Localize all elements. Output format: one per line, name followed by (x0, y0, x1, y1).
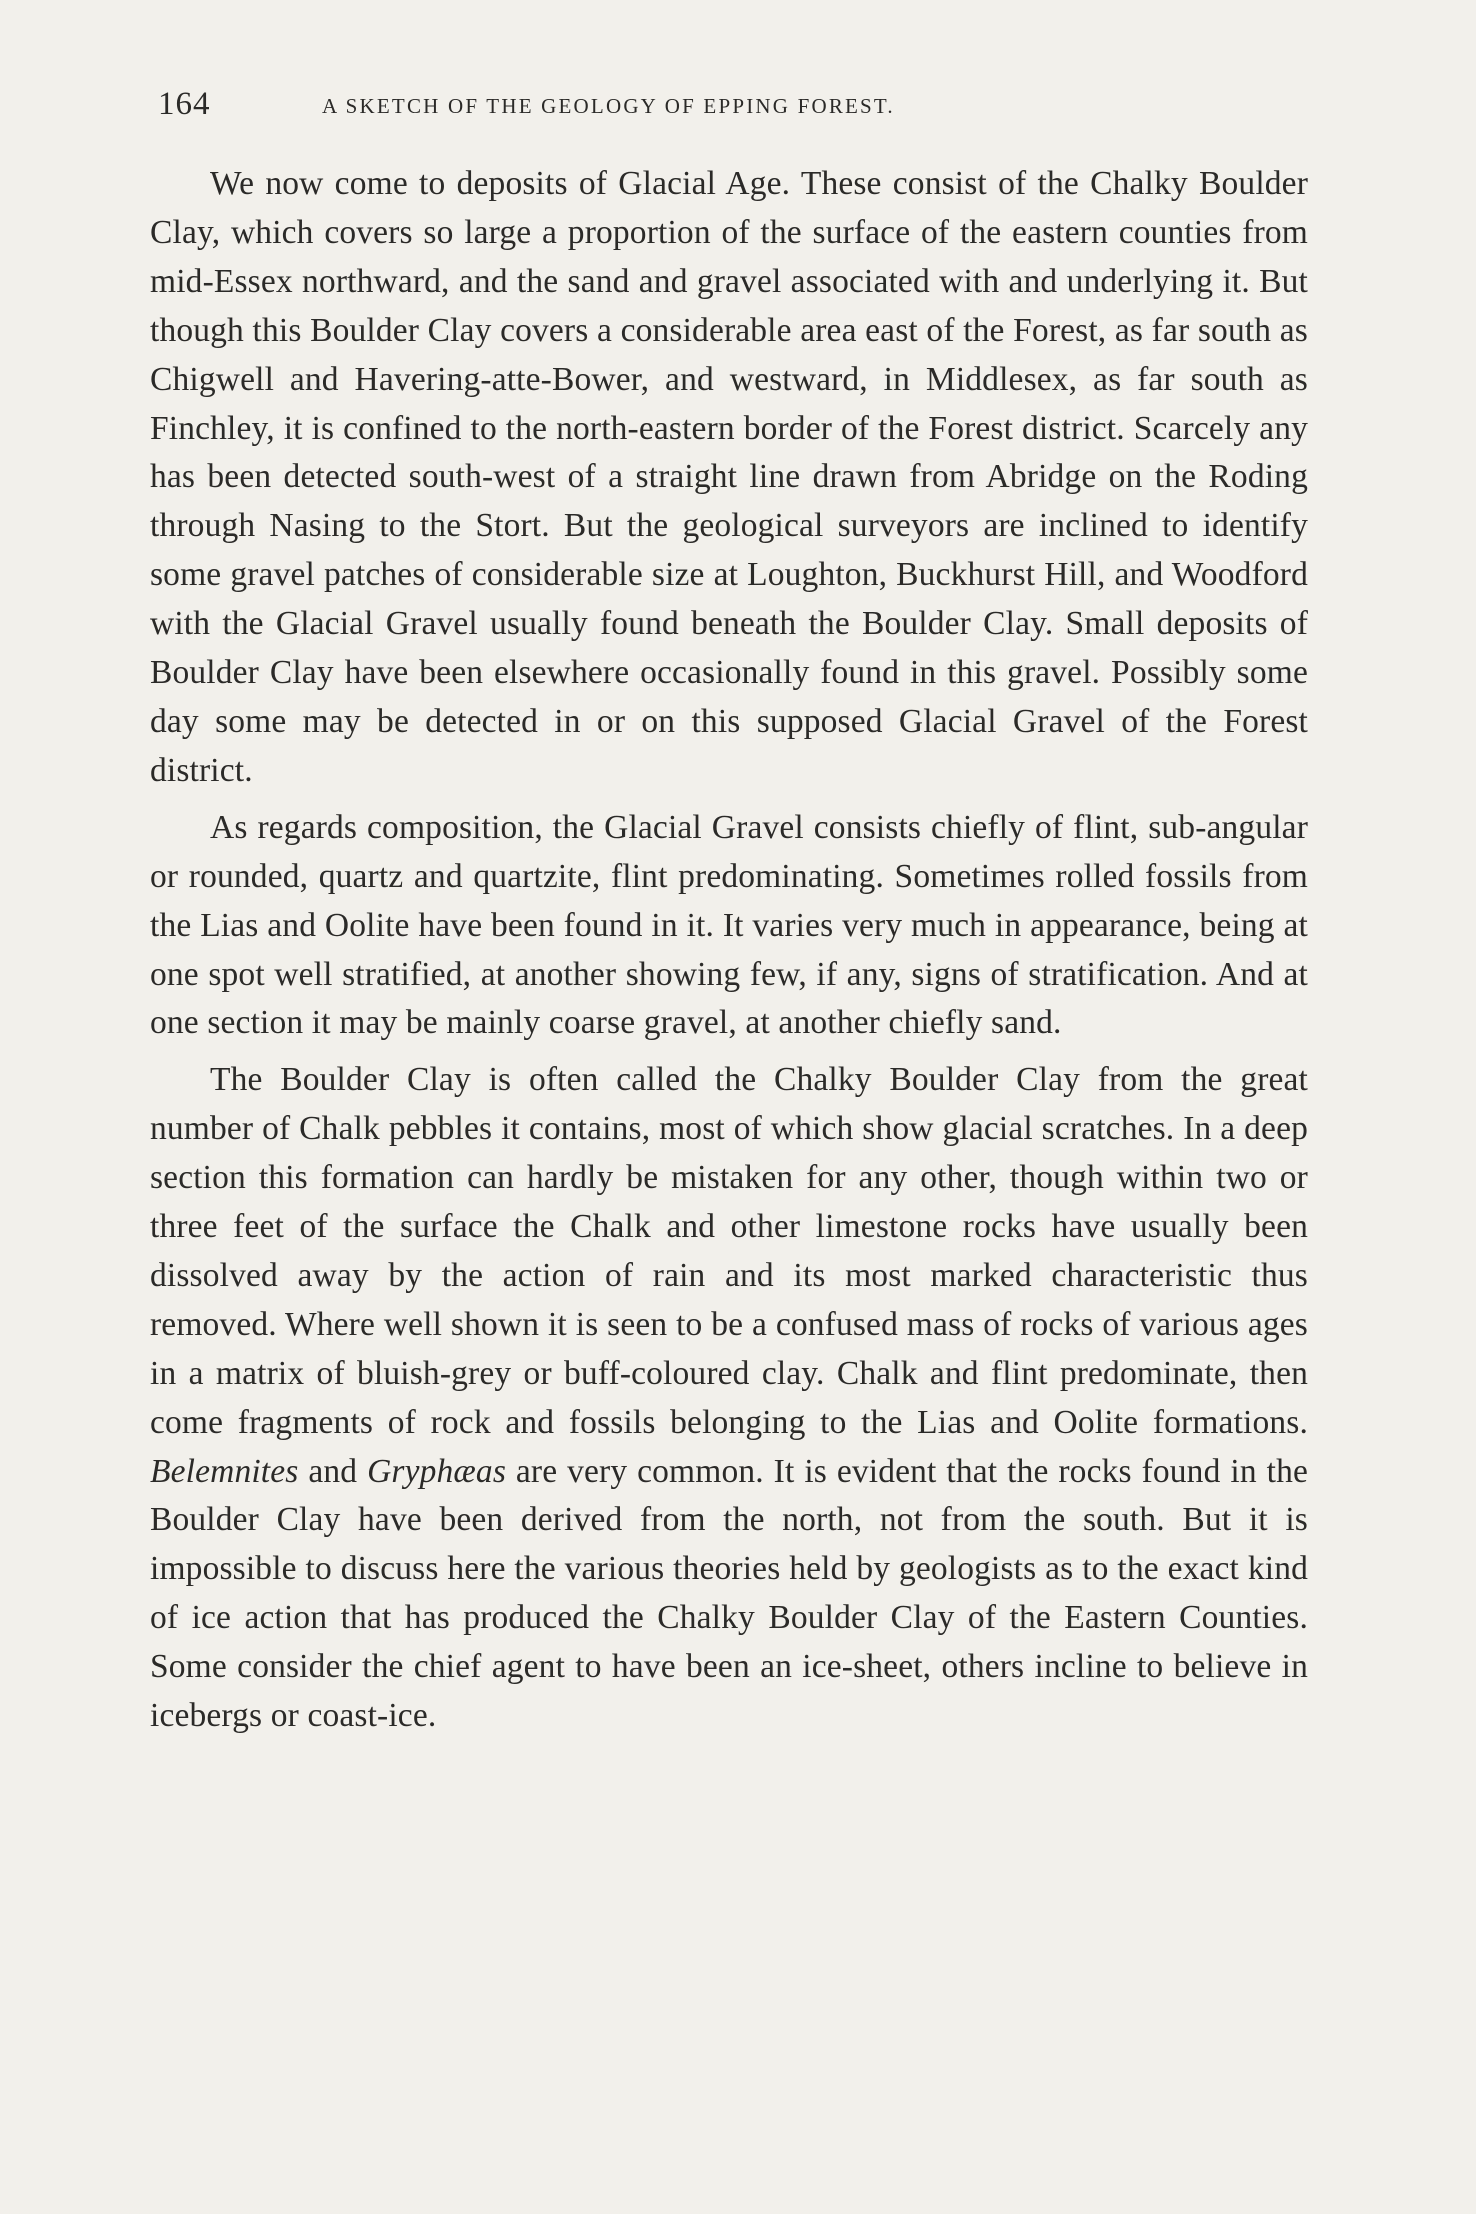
boulder-clay-text-end: are very common. It is evident that the rocks found in the Boulder Clay have been derived from the north, not from the south. But it is impossible to discuss here the various theories held by geologists as to the exact kind of ice action that has produced the Chalky Boulder Clay of the Eastern Counties. Some consider the chief agent to have been an ice-sheet, others incline to believe in icebergs or coast-ice. (150, 1452, 1308, 1735)
term-belemnites: Belemnites (150, 1452, 299, 1490)
running-title: A SKETCH OF THE GEOLOGY OF EPPING FOREST. (322, 94, 895, 118)
boulder-clay-text-start: The Boulder Clay is often called the Chalky Boulder Clay from the great number of Chalk pebbles it contains, most of which show glacial scratches. In a deep section this formation can hardly be mistaken for any other, though within two or three feet of the surface the Chalk and other limestone rocks have usually been dissolved away by the action of rain and its most marked characteristic thus removed. Where well shown it is seen to be a confused mass of rocks of various ages in a matrix of bluish-grey or buff-coloured clay. Chalk and flint predominate, then come fragments of rock and fossils belonging to the Lias and Oolite formations. (150, 1061, 1308, 1441)
page-number: 164 (158, 86, 211, 122)
running-head (158, 84, 1338, 124)
term-gryphaeas: Gryphæas (367, 1452, 507, 1490)
body-text (150, 160, 1308, 1741)
boulder-clay-text-and: and (298, 1452, 368, 1490)
paragraph-glacial-gravel-composition: As regards composition, the Glacial Gravel consists chiefly of flint, sub-angular or rounded, quartz and quartzite, flint predominating. Sometimes rolled fossils from the Lias and Oolite have been found in it. It varies very much in appearance, being at one spot well stratified, at another showing few, if any, signs of stratification. And at one section it may be mainly coarse gravel, at another chiefly sand. (150, 808, 1308, 1042)
paragraph-glacial-deposits: We now come to deposits of Glacial Age. These consist of the Chalky Boulder Clay, which covers so large a proportion of the surface of the eastern counties from mid-Essex northward, and the sand and gravel associated with and underlying it. But though this Boulder Clay covers a considerable area east of the Forest, as far south as Chigwell and Havering-atte-Bower, and westward, in Middlesex, as far south as Finchley, it is confined to the north-eastern border of the Forest district. Scarcely any has been detected south-west of a straight line drawn from Abridge on the Roding through Nasing to the Stort. But the geological surveyors are inclined to identify some gravel patches of considerable size at Loughton, Buckhurst Hill, and Woodford with the Glacial Gravel usually found beneath the Boulder Clay. Small deposits of Boulder Clay have been elsewhere occasionally found in this gravel. Possibly some day some may be detected in or on this supposed Glacial Gravel of the Forest district. (150, 165, 1308, 789)
paragraph-boulder-clay (150, 1056, 1308, 1741)
